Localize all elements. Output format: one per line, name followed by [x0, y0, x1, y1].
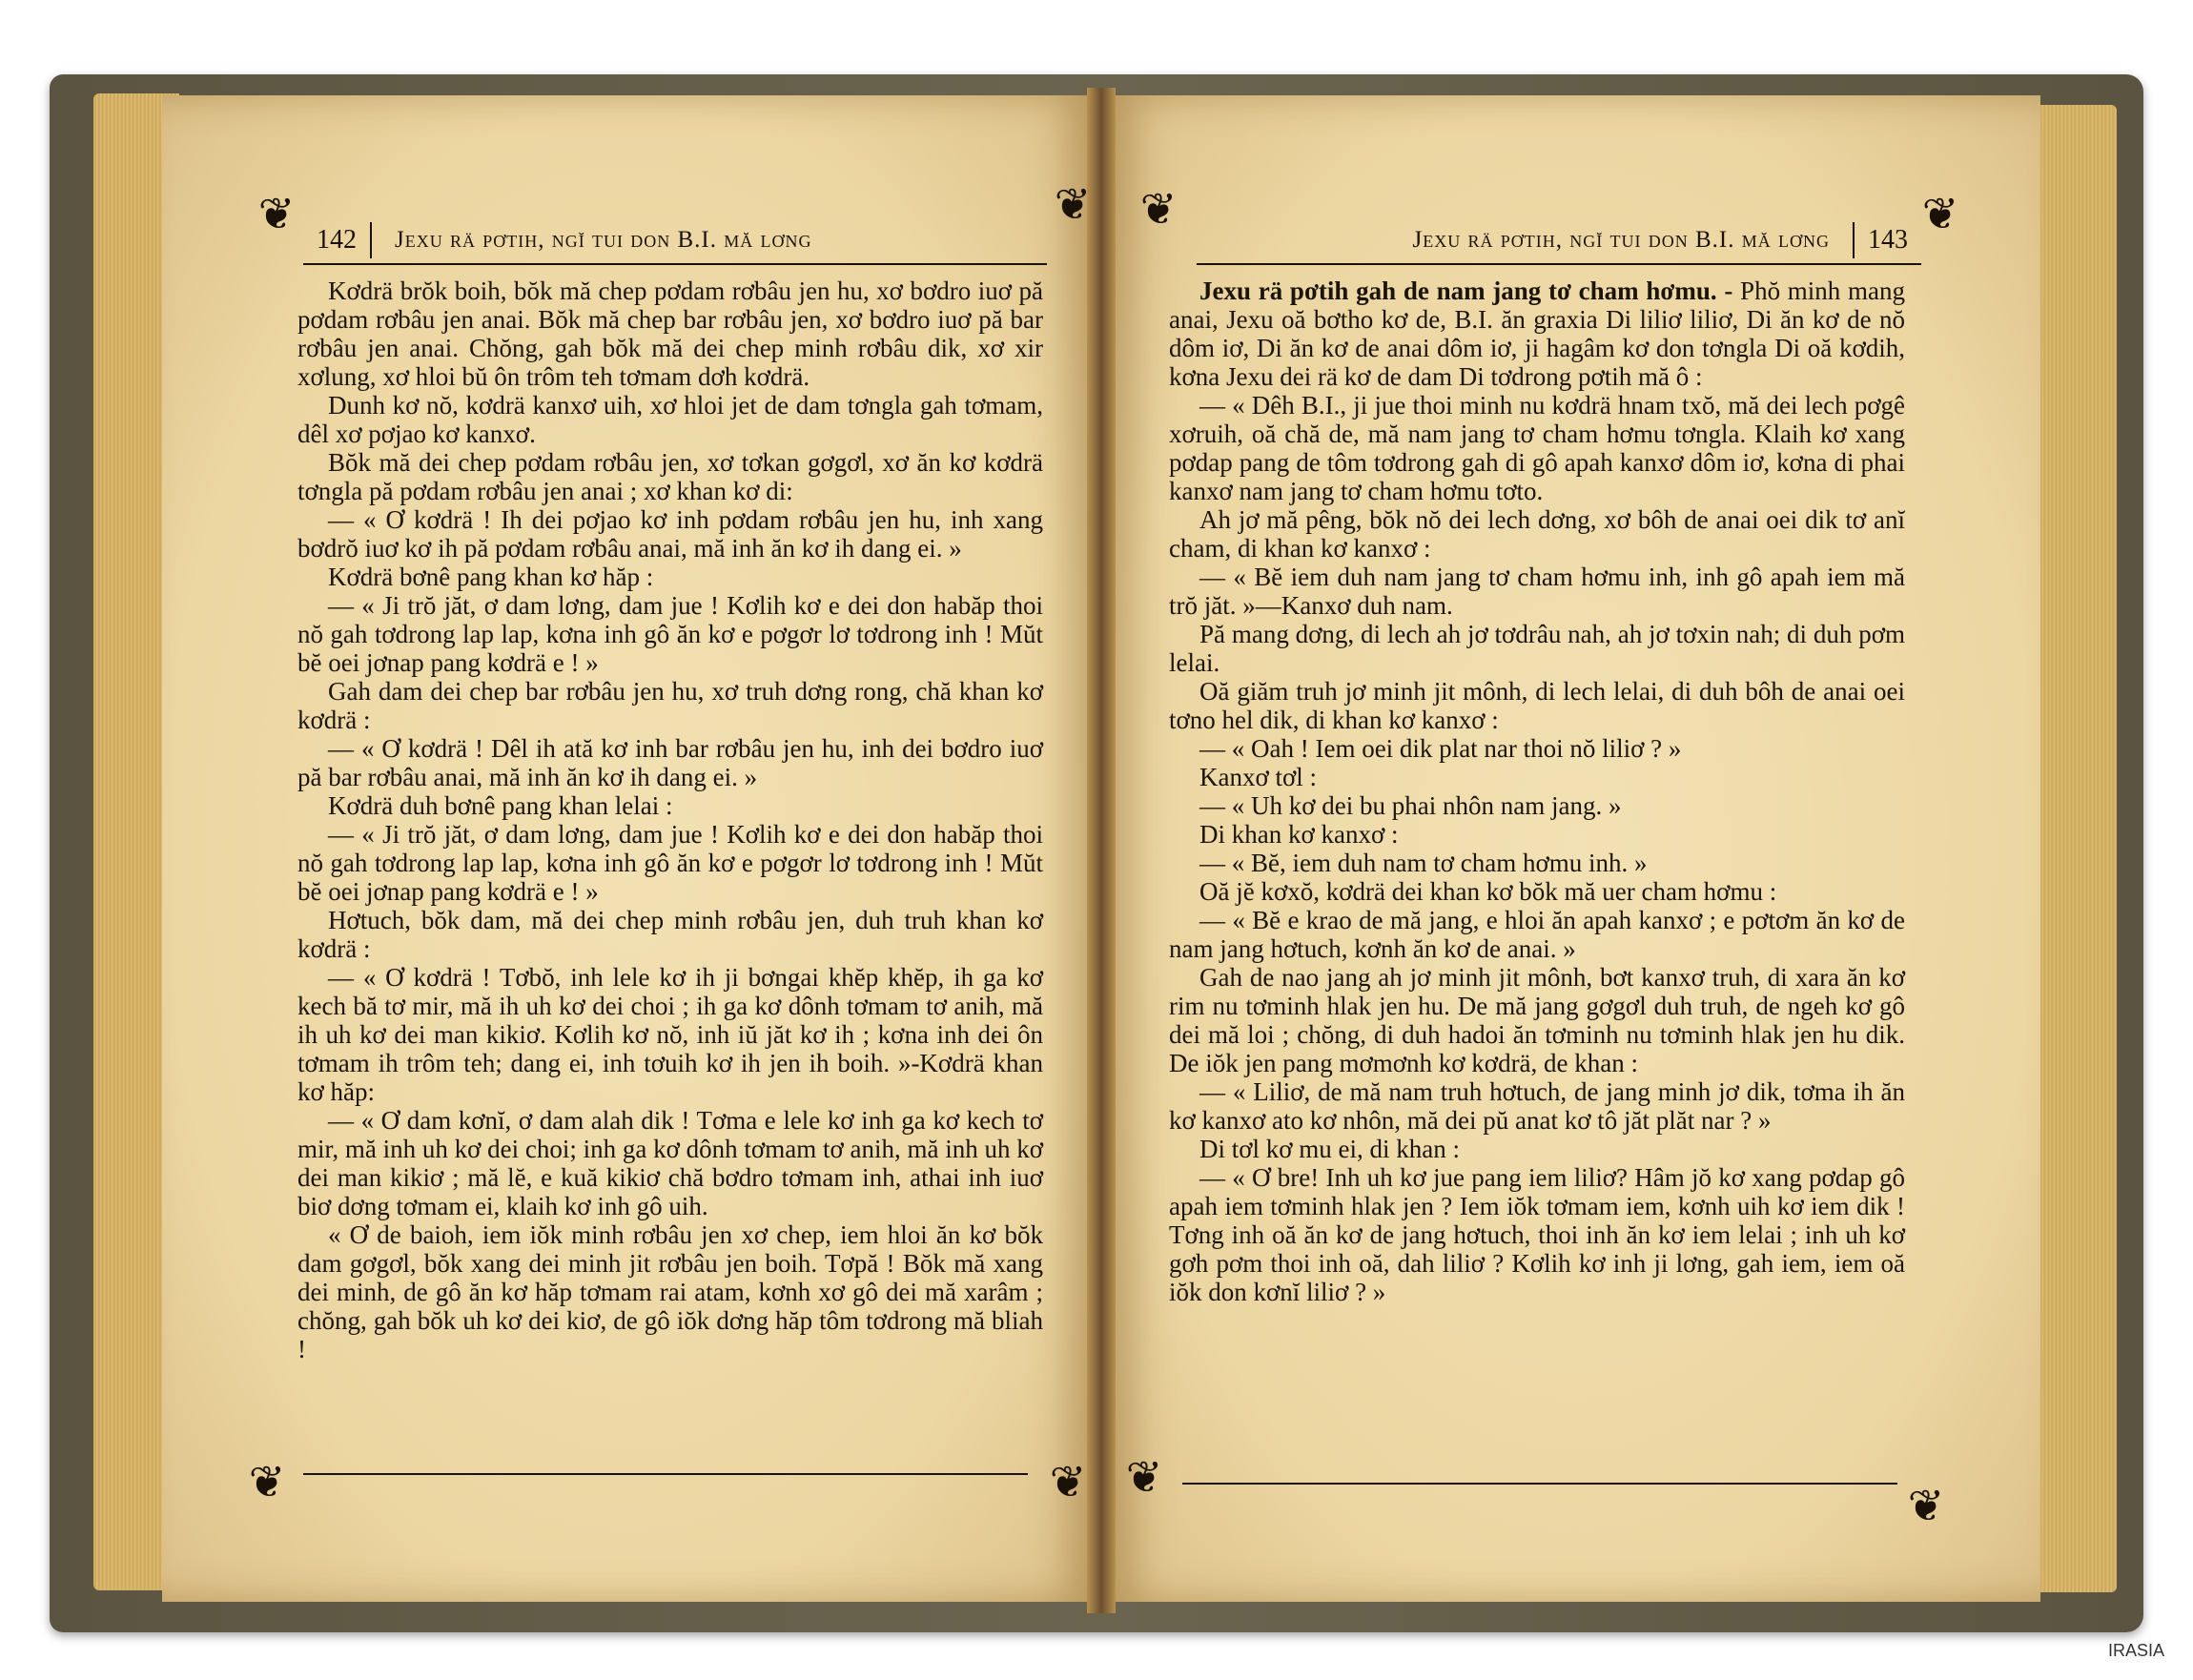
paragraph: — « Liliơ, de mă nam truh hơtuch, de jang minh jơ dik, tơma ih ăn kơ kanxơ ato kơ nhôn, mă dei pŭ anat kơ tô jăt plăt nar ? » [1169, 1077, 1905, 1135]
lead-text: Phŏ minh mang anai, Jexu oă bơtho kơ de, B.I. ăn graxia Di liliơ liliơ, Di ăn kơ de nŏ dôm iơ, Di ăn kơ de anai dôm iơ, ji hagâm kơ don tơngla Di oă kơdih, kơna Jexu dei rä kơ de dam Di tơdrong pơtih mă ô : [1169, 277, 1905, 391]
paragraph: — « Ji trŏ jăt, ơ dam lơng, dam jue ! Kơlih kơ e dei don habăp thoi nŏ gah tơdrong lap lap, kơna inh gô ăn kơ e pơgơr lơ tơdrong inh ! Mŭt bĕ oei jơnap pang kơdrä e ! » [297, 591, 1043, 677]
paragraph: Oă giăm truh jơ minh jit mônh, di lech lelai, di duh bôh de anai oei tơno hel dik, di khan kơ kanxơ : [1169, 677, 1905, 734]
paragraph: — « Ơ kơdrä ! Tơbŏ, inh lele kơ ih ji bơngai khĕp khĕp, ih ga kơ kech bă tơ mir, mă ih uh kơ dei choi ; ih ga kơ dônh tơmam tơ anih, mă ih uh kơ dei man kikiơ. Kơlih kơ nŏ, inh iŭ jăt kơ ih ; kơna inh dei ôn tơmam ih trôm teh; dang ei, inh tơuih kơ ih jen ih boih. »-Kơdrä khan kơ hăp: [297, 963, 1043, 1106]
paragraph: Hơtuch, bŏk dam, mă dei chep minh rơbâu jen, duh truh khan kơ kơdrä : [297, 906, 1043, 963]
paragraph: — « Ji trŏ jăt, ơ dam lơng, dam jue ! Kơlih kơ e dei don habăp thoi nŏ gah tơdrong lap lap, kơna inh gô ăn kơ e pơgơr lơ tơdrong inh ! Mŭt bĕ oei jơnap pang kơdrä e ! » [297, 820, 1043, 906]
paragraph: — « Oah ! Iem oei dik plat nar thoi nŏ liliơ ? » [1199, 734, 1682, 763]
fleuron-ornament-icon: ❦ [1125, 1453, 1163, 1502]
paragraph: — « Bĕ e krao de mă jang, e hloi ăn apah kanxơ ; e pơtơm ăn kơ de nam jang hơtuch, kơnh ăn kơ de anai. » [1169, 906, 1905, 963]
paragraph: — « Ơ kơdrä ! Ih dei pơjao kơ inh pơdam rơbâu jen hu, inh xang bơdrŏ iuơ kơ ih pă pơdam rơbâu anai, mă inh ăn kơ ih dang ei. » [297, 505, 1043, 563]
lead-paragraph [1169, 277, 1905, 391]
page-number: 142 [317, 225, 357, 255]
running-title: Jexu rä pơtih, ngĭ tui don B.I. mă lơng [395, 227, 812, 253]
lead-heading: Jexu rä pơtih gah de nam jang tơ cham hơmu. - [1199, 277, 1733, 305]
paragraph: — « Bĕ iem duh nam jang tơ cham hơmu inh, inh gô apah iem mă trŏ jăt. »—Kanxơ duh nam. [1169, 563, 1905, 620]
paragraph: « Ơ de baioh, iem iŏk minh rơbâu jen xơ chep, iem hloi ăn kơ bŏk dam gơgơl, bŏk xang dei minh jit rơbâu jen boih. Tơpă ! Bŏk mă xang dei minh, de gô ăn kơ hăp tơmam rai atam, kơnh xơ gô dei mă xarâm ; chŏng, gah bŏk uh kơ dei kiơ, de gô iŏk dơng hăp tôm tơdrong mă bliah ! [297, 1220, 1043, 1363]
paragraph: — « Ơ bre! Inh uh kơ jue pang iem liliơ? Hâm jŏ kơ xang pơdap gô apah iem tơminh hlak jen ? Iem iŏk tơmam iem, kơnh uih kơ iem dik ! Tơng inh oă ăn kơ de jang hơtuch, thoi inh ăn kơ iem lelai ; inh uh kơ gơh pơm thoi inh oă, dah liliơ ? Kơlih kơ inh ji lơng, gah iem, iem oă iŏk don kơnĭ liliơ ? » [1169, 1163, 1905, 1306]
paragraph: Kơdrä duh bơnê pang khan lelai : [328, 791, 673, 820]
fleuron-ornament-icon: ❦ [1049, 1458, 1087, 1506]
right-page-body [1169, 277, 1905, 1306]
paragraph: Bŏk mă dei chep pơdam rơbâu jen, xơ tơkan gơgơl, xơ ăn kơ kơdrä tơngla pă pơdam rơbâu jen anai ; xơ khan kơ di: [297, 448, 1043, 505]
fleuron-ornament-icon: ❦ [1907, 1482, 1945, 1530]
paragraph: Pă mang dơng, di lech ah jơ tơdrâu nah, ah jơ tơxin nah; di duh pơm lelai. [1169, 620, 1905, 677]
left-page-header [303, 217, 1047, 265]
paragraph: Di khan kơ kanxơ : [1199, 820, 1399, 849]
paragraph: — « Ơ kơdrä ! Dêl ih ată kơ inh bar rơbâu jen hu, inh dei bơdro iuơ pă bar rơbâu anai, mă inh ăn kơ ih dang ei. » [297, 734, 1043, 791]
paragraph: Gah dam dei chep bar rơbâu jen hu, xơ truh dơng rong, chă khan kơ kơdrä : [297, 677, 1043, 734]
paragraph: Oă jĕ kơxŏ, kơdrä dei khan kơ bŏk mă uer cham hơmu : [1199, 877, 1777, 906]
paragraph: Gah de nao jang ah jơ minh jit mônh, bơt kanxơ truh, di xara ăn kơ rim nu tơminh hlak jen hu. De mă jang gơgơl duh truh, de ngeh kơ gô dei mă loi ; chŏng, di duh hadoi ăn tơminh nu tơminh hlak jen hu dik. De iŏk jen pang mơmơnh kơ kơdrä, de khan : [1169, 963, 1905, 1077]
paragraph: Kanxơ tơl : [1199, 763, 1318, 791]
fleuron-ornament-icon: ❦ [1139, 185, 1178, 234]
fleuron-ornament-icon: ❦ [257, 190, 296, 238]
footer-rule [303, 1473, 1028, 1475]
footer-rule [1182, 1483, 1897, 1485]
right-page-header [1197, 217, 1921, 265]
running-title: Jexu rä pơtih, ngĭ tui don B.I. mă lơng [1412, 227, 1830, 253]
paragraph: — « Uh kơ dei bu phai nhôn nam jang. » [1199, 791, 1622, 820]
book-gutter [1087, 88, 1116, 1613]
paragraph: — « Ơ dam kơnĭ, ơ dam alah dik ! Tơma e lele kơ inh ga kơ kech tơ mir, mă inh uh kơ dei choi; inh ga kơ dônh tơmam tơ anih, mă inh uh kơ dei man kikiơ ; mă lĕ, e kuă kikiơ chă bơdro tơmam inh, athai inh iuơ biơ dơng tơmam ei, klaih kơ inh gô uih. [297, 1106, 1043, 1220]
page-number: 143 [1868, 225, 1908, 255]
left-page-body [297, 277, 1043, 1363]
page-edges-right [2031, 105, 2117, 1592]
watermark: IRASIA [2107, 1641, 2164, 1660]
paragraph: Di tơl kơ mu ei, di khan : [1199, 1135, 1461, 1163]
paragraph: Kơdrä bơnê pang khan kơ hăp : [328, 563, 654, 591]
fleuron-ornament-icon: ❦ [1054, 180, 1092, 229]
paragraph: Kơdrä brŏk boih, bŏk mă chep pơdam rơbâu jen hu, xơ bơdro iuơ pă pơdam rơbâu jen anai. Bŏk mă chep bar rơbâu jen, xơ bơdro iuơ pă bar rơbâu jen anai. Chŏng, gah bŏk mă dei chep minh rơbâu dik, xơ xir xơlung, xơ hloi bŭ ôn trôm teh tơmam dơh kơdrä. [297, 277, 1043, 391]
fleuron-ornament-icon: ❦ [1921, 190, 1959, 238]
fleuron-ornament-icon: ❦ [248, 1458, 286, 1506]
paragraph: Ah jơ mă pêng, bŏk nŏ dei lech dơng, xơ bôh de anai oei dik tơ anĭ cham, di khan kơ kanxơ : [1169, 505, 1905, 563]
paragraph: — « Bĕ, iem duh nam tơ cham hơmu inh. » [1199, 849, 1648, 877]
paragraph: Dunh kơ nŏ, kơdrä kanxơ uih, xơ hloi jet de dam tơngla gah tơmam, dêl xơ pơjao kơ kanxơ. [297, 391, 1043, 448]
paragraph: — « Dêh B.I., ji jue thoi minh nu kơdrä hnam txŏ, mă dei lech pơgê xơruih, oă chă de, mă nam jang tơ cham hơmu tơngla. Klaih kơ xang pơdap pang de tôm tơdrong gah di gô apah kanxơ dôm iơ, kơna di phai kanxơ nam jang tơ cham hơmu tơto. [1169, 391, 1905, 505]
